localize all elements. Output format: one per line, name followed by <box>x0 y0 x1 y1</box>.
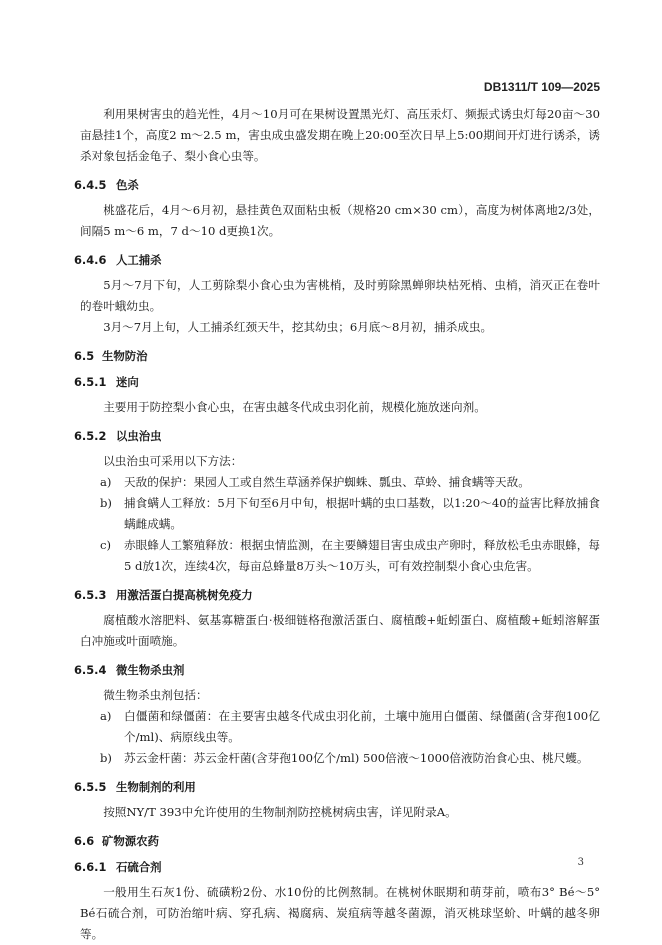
section-heading-6-6-1 <box>74 859 600 875</box>
list-marker: b) <box>100 751 112 765</box>
list-item <box>80 748 600 769</box>
list-item-text: 捕食螨人工释放：5月下旬至6月中旬，根据叶螨的虫口基数，以1:20～40的益害比释放捕食螨雌成螨。 <box>124 496 600 531</box>
section-6-5-5-text: 按照NY/T 393中允许使用的生物制剂防控桃树病虫害，详见附录A。 <box>103 805 457 819</box>
list-marker: b) <box>100 496 112 510</box>
section-heading-6-5-5 <box>74 779 600 795</box>
list-item <box>80 472 600 493</box>
list-item-text: 天敌的保护：果园人工或自然生草涵养保护蜘蛛、瓢虫、草蛉、捕食螨等天敌。 <box>124 475 530 489</box>
section-number: 6.6.1 <box>74 860 107 874</box>
section-title: 矿物源农药 <box>102 834 159 848</box>
section-number: 6.4.6 <box>74 253 107 267</box>
section-heading-6-5-4 <box>74 662 600 678</box>
section-number: 6.5.2 <box>74 429 107 443</box>
section-6-5-4-lead: 微生物杀虫剂包括： <box>103 688 208 702</box>
section-heading-6-4-6 <box>74 252 600 268</box>
section-title: 微生物杀虫剂 <box>116 663 185 677</box>
section-title: 以虫治虫 <box>116 429 162 443</box>
page-number: 3 <box>577 857 584 868</box>
section-number: 6.5.1 <box>74 375 107 389</box>
list-marker: c) <box>100 538 112 552</box>
section-heading-6-5-3 <box>74 587 600 603</box>
list-marker: a) <box>100 709 112 723</box>
list-item <box>80 493 600 535</box>
section-6-4-6-paragraph-2: 3月～7月上旬，人工捕杀红颈天牛，挖其幼虫；6月底～8月初，捕杀成虫。 <box>103 320 493 334</box>
section-number: 6.6 <box>74 834 95 848</box>
section-6-5-1-text: 主要用于防控梨小食心虫，在害虫越冬代成虫羽化前，规模化施放迷向剂。 <box>103 400 486 414</box>
section-title: 色杀 <box>116 178 139 192</box>
document-body <box>74 104 600 945</box>
document-code: DB1311/T 109—2025 <box>483 80 600 94</box>
list-item-text: 赤眼蜂人工繁殖释放：根据虫情监测，在主要鳞翅目害虫成虫产卵时，释放松毛虫赤眼蜂，每5 d放1次，连续4次，每亩总蜂量8万头～10万头，可有效控制梨小食心虫危害。 <box>124 538 600 573</box>
list-marker: a) <box>100 475 112 489</box>
section-number: 6.4.5 <box>74 178 107 192</box>
list-item-text: 白僵菌和绿僵菌：在主要害虫越冬代成虫羽化前，土壤中施用白僵菌、绿僵菌(含芽孢100亿个/ml)、病原线虫等。 <box>124 709 600 744</box>
section-number: 6.5 <box>74 349 95 363</box>
list-item <box>80 706 600 748</box>
list-item <box>80 535 600 577</box>
list-item-text: 苏云金杆菌：苏云金杆菌(含芽孢100亿个/ml) 500倍液～1000倍液防治食心虫、桃尺蠖。 <box>124 751 589 765</box>
section-6-4-6-paragraph-1: 5月～7月下旬，人工剪除梨小食心虫为害桃梢，及时剪除黑蝉卵块枯死梢、虫梢，消灭正在卷叶的卷叶蛾幼虫。 <box>80 278 600 313</box>
section-title: 用激活蛋白提高桃树免疫力 <box>116 588 253 602</box>
section-heading-6-4-5 <box>74 177 600 193</box>
section-title: 生物制剂的利用 <box>116 780 196 794</box>
section-title: 人工捕杀 <box>116 253 162 267</box>
section-6-4-5-text: 桃盛花后，4月～6月初，悬挂黄色双面粘虫板（规格20 cm×30 cm），高度为树体离地2/3处，间隔5 m～6 m，7 d～10 d更换1次。 <box>80 203 600 238</box>
section-6-6-1-text: 一般用生石灰1份、硫磺粉2份、水10份的比例熬制。在桃树休眠期和萌芽前，喷布3° Bé～5° Bé石硫合剂，可防治缩叶病、穿孔病、褐腐病、炭疽病等越冬菌源，消灭桃球坚蚧、叶螨的越冬卵等。 <box>80 885 600 941</box>
intro-paragraph: 利用果树害虫的趋光性，4月～10月可在果树设置黑光灯、高压汞灯、频振式诱虫灯每20亩～30亩悬挂1个，高度2 m～2.5 m，害虫成虫盛发期在晚上20:00至次日早上5:00期间开灯进行诱杀，诱杀对象包括金龟子、梨小食心虫等。 <box>80 107 600 163</box>
section-heading-6-5-2 <box>74 428 600 444</box>
section-number: 6.5.5 <box>74 780 107 794</box>
section-heading-6-5-1 <box>74 374 600 390</box>
section-6-5-2-lead: 以虫治虫可采用以下方法： <box>103 454 243 468</box>
section-6-5-3-text: 腐植酸水溶肥料、氨基寡糖蛋白·极细链格孢激活蛋白、腐植酸+蚯蚓蛋白、腐植酸+蚯蚓溶解蛋白冲施或叶面喷施。 <box>80 613 600 648</box>
section-number: 6.5.3 <box>74 588 107 602</box>
section-title: 石硫合剂 <box>116 860 162 874</box>
section-number: 6.5.4 <box>74 663 107 677</box>
section-title: 迷向 <box>116 375 139 389</box>
section-heading-6-6 <box>74 833 600 849</box>
section-heading-6-5 <box>74 348 600 364</box>
section-title: 生物防治 <box>102 349 148 363</box>
